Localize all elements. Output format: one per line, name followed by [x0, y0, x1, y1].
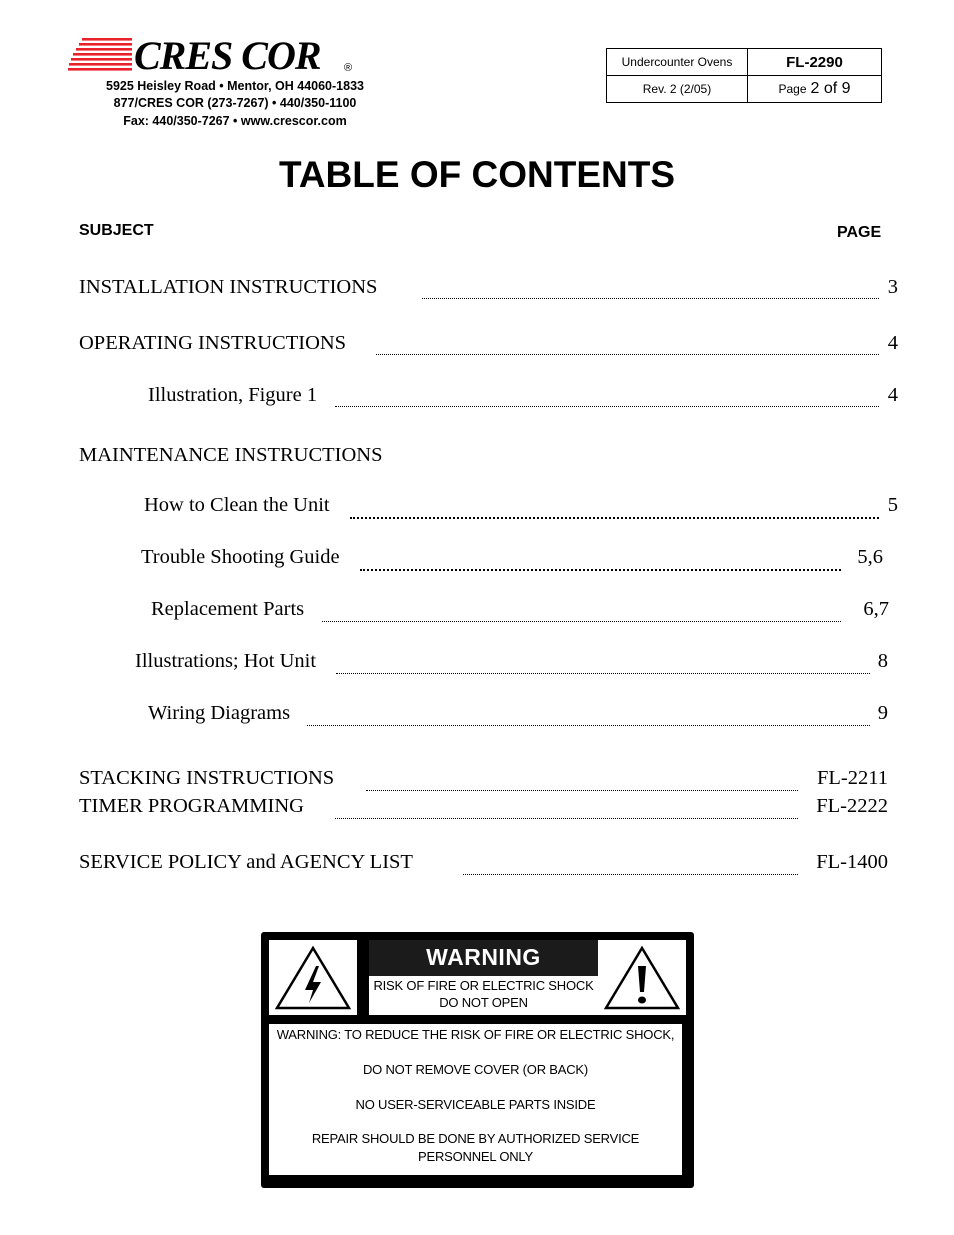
product-name: Undercounter Ovens [607, 49, 748, 76]
toc-page: 4 [887, 332, 898, 354]
toc-page: 3 [887, 276, 898, 298]
warning-left-panel [269, 940, 357, 1015]
toc-page: 9 [877, 702, 888, 724]
toc-page: FL-2211 [817, 767, 888, 789]
toc-label: Wiring Diagrams [148, 702, 291, 724]
address-line-3: Fax: 440/350-7267 • www.crescor.com [123, 114, 347, 128]
toc-page: 5,6 [857, 546, 883, 568]
toc-leader [335, 406, 879, 407]
toc-leader [463, 874, 798, 875]
warning-body-4: REPAIR SHOULD BE DONE BY AUTHORIZED SERVICE [311, 1131, 640, 1146]
logo-stripes-icon [68, 38, 132, 74]
toc-leader [360, 569, 841, 571]
toc-page: 6,7 [863, 598, 889, 620]
toc-label: Illustrations; Hot Unit [135, 650, 317, 672]
toc-page: 8 [877, 650, 888, 672]
company-logo [68, 33, 368, 78]
toc-leader [307, 725, 870, 726]
column-header-subject: SUBJECT [79, 222, 154, 239]
warning-title-panel [369, 940, 598, 976]
lightning-triangle-icon [269, 940, 357, 1015]
toc-page: 5 [887, 494, 898, 516]
toc-page: FL-1400 [816, 851, 888, 873]
warning-subtitle-panel [369, 976, 598, 1015]
toc-leader [335, 818, 798, 819]
toc-leader [366, 790, 798, 791]
toc-label: Illustration, Figure 1 [148, 384, 318, 406]
toc-leader [422, 298, 879, 299]
warning-subtitle-1: RISK OF FIRE OR ELECTRIC SHOCK [373, 978, 594, 993]
warning-body-panel [269, 1024, 682, 1175]
toc-label: Trouble Shooting Guide [141, 546, 340, 568]
toc-page: FL-2222 [816, 795, 888, 817]
page-indicator [748, 76, 881, 102]
toc-label: SERVICE POLICY and AGENCY LIST [79, 851, 413, 873]
toc-section-heading: MAINTENANCE INSTRUCTIONS [79, 444, 383, 466]
warning-right-panel [598, 940, 686, 1015]
address-line-1: 5925 Heisley Road • Mentor, OH 44060-1833 [106, 79, 364, 93]
toc-leader [350, 517, 879, 519]
toc-label: TIMER PROGRAMMING [79, 795, 304, 817]
warning-body-2: DO NOT REMOVE COVER (OR BACK) [362, 1062, 589, 1077]
warning-title: WARNING [426, 944, 541, 970]
company-name: CRES COR [134, 33, 321, 78]
toc-leader [336, 673, 870, 674]
toc-label: STACKING INSTRUCTIONS [79, 767, 335, 789]
column-header-page: PAGE [837, 224, 882, 241]
warning-label [261, 932, 694, 1188]
toc-label: OPERATING INSTRUCTIONS [79, 332, 347, 354]
toc-leader [322, 621, 841, 622]
page-word: Page [778, 82, 807, 96]
toc-label: Replacement Parts [151, 598, 305, 620]
warning-body-5: PERSONNEL ONLY [418, 1149, 533, 1164]
document-info-table [606, 48, 882, 103]
warning-body-1: WARNING: TO REDUCE THE RISK OF FIRE OR ELECTRIC SHOCK, [276, 1027, 675, 1042]
toc-label: INSTALLATION INSTRUCTIONS [79, 276, 378, 298]
toc-label: How to Clean the Unit [144, 494, 330, 516]
warning-subtitle-2: DO NOT OPEN [439, 995, 528, 1010]
toc-page: 4 [887, 384, 898, 406]
page-of: 2 of 9 [810, 80, 851, 97]
address-line-2: 877/CRES COR (273-7267) • 440/350-1100 [113, 96, 357, 110]
exclamation-triangle-icon [598, 940, 686, 1015]
page-title: TABLE OF CONTENTS [278, 154, 675, 195]
registered-mark: ® [344, 62, 353, 74]
toc-leader [376, 354, 879, 355]
document-number: FL-2290 [748, 49, 881, 76]
revision: Rev. 2 (2/05) [607, 76, 748, 102]
warning-body-3: NO USER-SERVICEABLE PARTS INSIDE [355, 1097, 596, 1112]
